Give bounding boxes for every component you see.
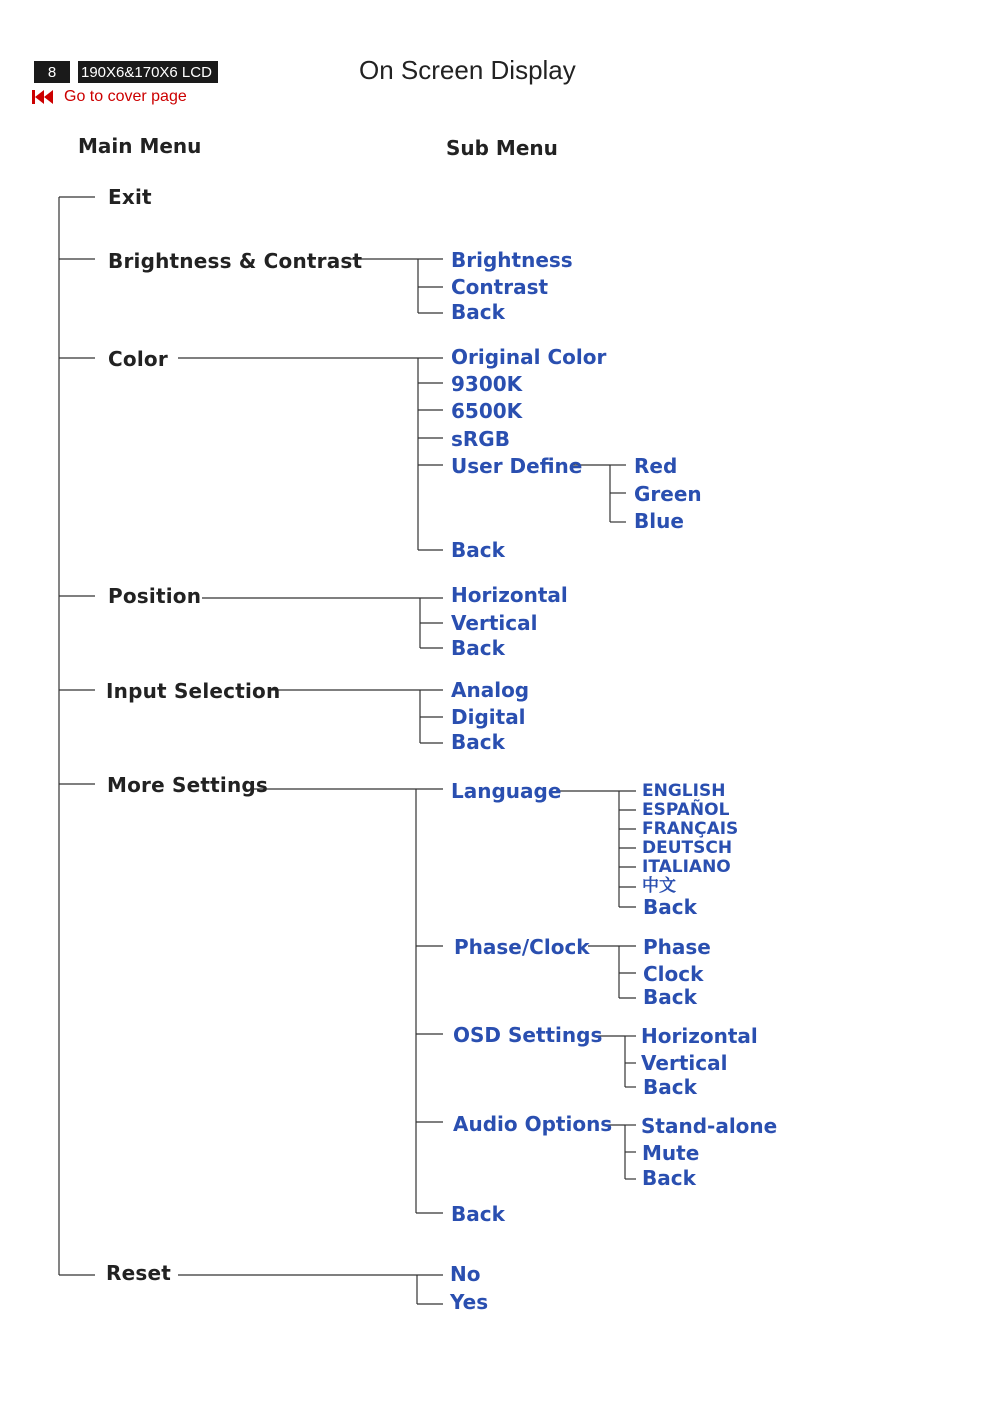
main-item-position: Position — [108, 584, 202, 608]
sub-item-phase: Phase — [643, 935, 711, 959]
sub-item-language: Language — [451, 779, 562, 803]
sub-item-digital: Digital — [451, 705, 526, 729]
sub-item-red: Red — [634, 454, 678, 478]
sub-item-back: Back — [451, 300, 505, 324]
sub-item-green: Green — [634, 482, 702, 506]
sub-menu-heading: Sub Menu — [446, 136, 558, 160]
sub-item-user-define: User Define — [451, 454, 583, 478]
main-menu-heading: Main Menu — [78, 134, 202, 158]
sub-item-horizontal: Horizontal — [451, 583, 568, 607]
main-item-reset: Reset — [106, 1261, 171, 1285]
sub-item-blue: Blue — [634, 509, 684, 533]
sub-item-analog: Analog — [451, 678, 530, 702]
sub-item-clock: Clock — [643, 962, 704, 986]
model-label: 190X6&170X6 LCD — [78, 61, 218, 83]
main-item-exit: Exit — [108, 185, 152, 209]
page-number: 8 — [34, 61, 70, 83]
sub-item-back: Back — [643, 1075, 697, 1099]
main-item-more-settings: More Settings — [107, 773, 269, 797]
sub-item-phase-clock: Phase/Clock — [454, 935, 590, 959]
sub-item-srgb: sRGB — [451, 427, 510, 451]
sub-item-vertical: Vertical — [641, 1051, 728, 1075]
main-item-input-selection: Input Selection — [106, 679, 281, 703]
sub-item-no: No — [450, 1262, 481, 1286]
language-italiano: ITALIANO — [642, 857, 731, 877]
language-deutsch: DEUTSCH — [642, 838, 733, 858]
sub-item-contrast: Contrast — [451, 275, 549, 299]
sub-item-osd-settings: OSD Settings — [453, 1023, 603, 1047]
language-chinese: 中文 — [642, 876, 676, 896]
language-english: ENGLISH — [642, 781, 726, 801]
sub-item-original-color: Original Color — [451, 345, 607, 369]
sub-item-back: Back — [451, 636, 505, 660]
sub-item-audio-options: Audio Options — [453, 1112, 613, 1136]
main-item-color: Color — [108, 347, 168, 371]
main-item-brightness-contrast: Brightness & Contrast — [108, 249, 363, 273]
sub-item-back: Back — [451, 538, 505, 562]
sub-item-stand-alone: Stand-alone — [641, 1114, 778, 1138]
sub-item-back: Back — [451, 1202, 505, 1226]
sub-item-brightness: Brightness — [451, 248, 573, 272]
sub-item-vertical: Vertical — [451, 611, 538, 635]
page-title: On Screen Display — [359, 55, 576, 85]
language-espanol: ESPAÑOL — [642, 800, 730, 820]
sub-item-back: Back — [643, 985, 697, 1009]
sub-item-back: Back — [642, 1166, 696, 1190]
language-francais: FRANÇAIS — [642, 819, 739, 839]
sub-item-9300k: 9300K — [451, 372, 523, 396]
cover-link-label: Go to cover page — [64, 88, 187, 105]
sub-item-yes: Yes — [450, 1290, 489, 1314]
language-back: Back — [643, 895, 697, 919]
sub-item-horizontal: Horizontal — [641, 1024, 758, 1048]
sub-item-6500k: 6500K — [451, 399, 523, 423]
sub-item-back: Back — [451, 730, 505, 754]
sub-item-mute: Mute — [642, 1141, 700, 1165]
